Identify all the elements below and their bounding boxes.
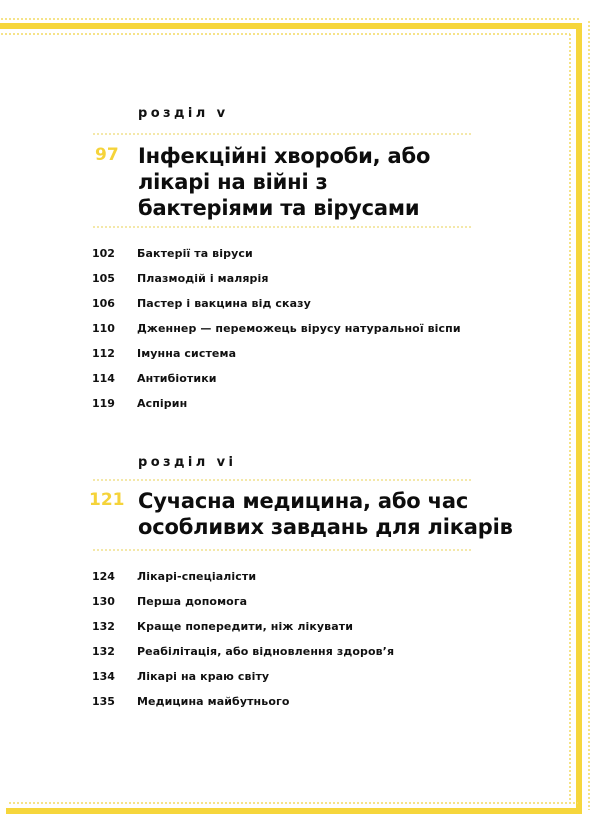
toc-entry[interactable] bbox=[0, 645, 600, 670]
toc-page-number: 119 bbox=[92, 397, 115, 410]
dotted-divider bbox=[92, 479, 471, 481]
toc-page-number: 102 bbox=[92, 247, 115, 260]
frame-top-solid bbox=[0, 23, 582, 29]
toc-entry[interactable] bbox=[0, 670, 600, 695]
toc-page-number: 135 bbox=[92, 695, 115, 708]
toc-entry[interactable] bbox=[0, 272, 600, 297]
dotted-divider bbox=[92, 549, 471, 551]
chapter-page-number: 121 bbox=[89, 490, 125, 510]
toc-entry-title: Плазмодій і малярія bbox=[137, 272, 269, 285]
toc-entry-title: Імунна система bbox=[137, 347, 237, 360]
toc-page-number: 105 bbox=[92, 272, 115, 285]
toc-page-number: 130 bbox=[92, 595, 115, 608]
dotted-divider bbox=[92, 226, 471, 228]
toc-entry-title: Дженнер — переможець вірусу натуральної віспи bbox=[137, 322, 461, 335]
toc-entry[interactable] bbox=[0, 397, 600, 422]
toc-entry[interactable] bbox=[0, 297, 600, 322]
toc-entry-title: Перша допомога bbox=[137, 595, 248, 608]
toc-page-number: 132 bbox=[92, 620, 115, 633]
frame-bottom-solid bbox=[6, 808, 582, 814]
toc-entry-title: Краще попередити, ніж лікувати bbox=[137, 620, 354, 633]
toc-entry-title: Реабілітація, або відновлення здоров’я bbox=[137, 645, 395, 658]
toc-page-number: 106 bbox=[92, 297, 115, 310]
toc-entry[interactable] bbox=[0, 372, 600, 397]
frame-top-dotted-outer bbox=[0, 18, 580, 20]
toc-page-number: 110 bbox=[92, 322, 115, 335]
toc-page-number: 114 bbox=[92, 372, 115, 385]
toc-entry[interactable] bbox=[0, 347, 600, 372]
toc-entry-title: Антибіотики bbox=[137, 372, 217, 385]
toc-entry-title: Аспірин bbox=[137, 397, 188, 410]
toc-entry-title: Медицина майбутнього bbox=[137, 695, 290, 708]
chapter-page-number: 97 bbox=[95, 145, 119, 165]
chapter-title: Інфекційні хвороби, або лікарі на війні з бактеріями та вірусами bbox=[138, 144, 431, 220]
toc-entry-title: Пастер і вакцина від сказу bbox=[137, 297, 311, 310]
toc-entry[interactable] bbox=[0, 322, 600, 347]
toc-entry[interactable] bbox=[0, 247, 600, 272]
toc-entry[interactable] bbox=[0, 570, 600, 595]
section-label: розділ vi bbox=[138, 455, 237, 470]
toc-page-number: 124 bbox=[92, 570, 115, 583]
toc-entry[interactable] bbox=[0, 620, 600, 645]
toc-list bbox=[0, 247, 600, 422]
toc-entry-title: Лікарі на краю світу bbox=[137, 670, 270, 683]
toc-list bbox=[0, 570, 600, 720]
dotted-divider bbox=[92, 133, 471, 135]
chapter-title: Сучасна медицина, або час особливих завдань для лікарів bbox=[138, 489, 513, 539]
toc-entry-title: Лікарі-спеціалісти bbox=[137, 570, 257, 583]
frame-top-dotted-inner bbox=[0, 33, 570, 35]
toc-page-number: 132 bbox=[92, 645, 115, 658]
frame-bottom-dotted-inner bbox=[8, 802, 578, 804]
toc-page-number: 112 bbox=[92, 347, 115, 360]
toc-entry[interactable] bbox=[0, 695, 600, 720]
toc-page-number: 134 bbox=[92, 670, 115, 683]
toc-entry-title: Бактерії та віруси bbox=[137, 247, 253, 260]
section-label: розділ v bbox=[138, 106, 229, 121]
toc-entry[interactable] bbox=[0, 595, 600, 620]
